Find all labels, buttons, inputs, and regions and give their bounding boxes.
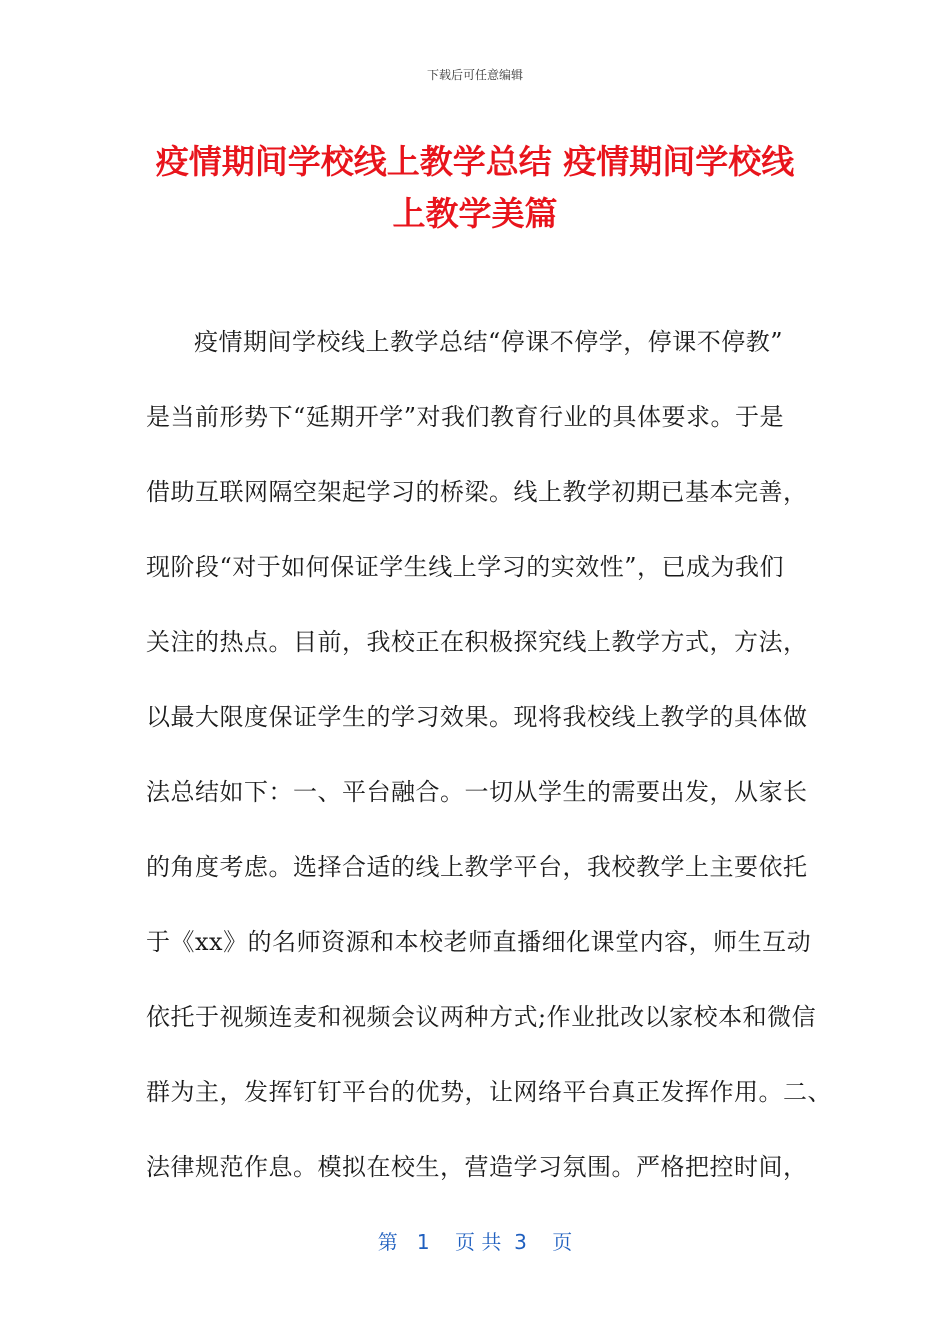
body-line: 是当前形势下“延期开学”对我们教育行业的具体要求。于是 [146, 403, 785, 431]
page-header-note: 下载后可任意编辑 [426, 68, 523, 82]
body-line: 借助互联网隔空架起学习的桥梁。线上教学初期已基本完善， [146, 478, 808, 506]
body-line: 现阶段“对于如何保证学生线上学习的实效性”，已成为我们 [146, 553, 785, 581]
body-line: 法律规范作息。模拟在校生，营造学习氛围。严格把控时间， [146, 1153, 808, 1181]
body-line: 法总结如下：一、平台融合。一切从学生的需要出发，从家长 [146, 778, 808, 806]
body-line: 群为主，发挥钉钉平台的优势，让网络平台真正发挥作用。二、 [146, 1078, 832, 1106]
body-line: 以最大限度保证学生的学习效果。现将我校线上教学的具体做 [146, 703, 808, 731]
title-line-1: 疫情期间学校线上教学总结 疫情期间学校线 [155, 142, 795, 181]
body-line: 疫情期间学校线上教学总结“停课不停学，停课不停教” [194, 328, 784, 356]
page-number-footer: 第 1 页 共 3 页 [377, 1230, 573, 1254]
title-line-2: 上教学美篇 [392, 194, 558, 233]
body-line: 关注的热点。目前，我校正在积极探究线上教学方式，方法， [146, 628, 808, 656]
body-line: 的角度考虑。选择合适的线上教学平台，我校教学上主要依托 [146, 853, 808, 881]
body-line: 依托于视频连麦和视频会议两种方式;作业批改以家校本和微信 [146, 1003, 817, 1031]
body-line: 于《xx》的名师资源和本校老师直播细化课堂内容，师生互动 [146, 928, 812, 956]
document-title [140, 136, 810, 240]
document-body [146, 322, 832, 1222]
